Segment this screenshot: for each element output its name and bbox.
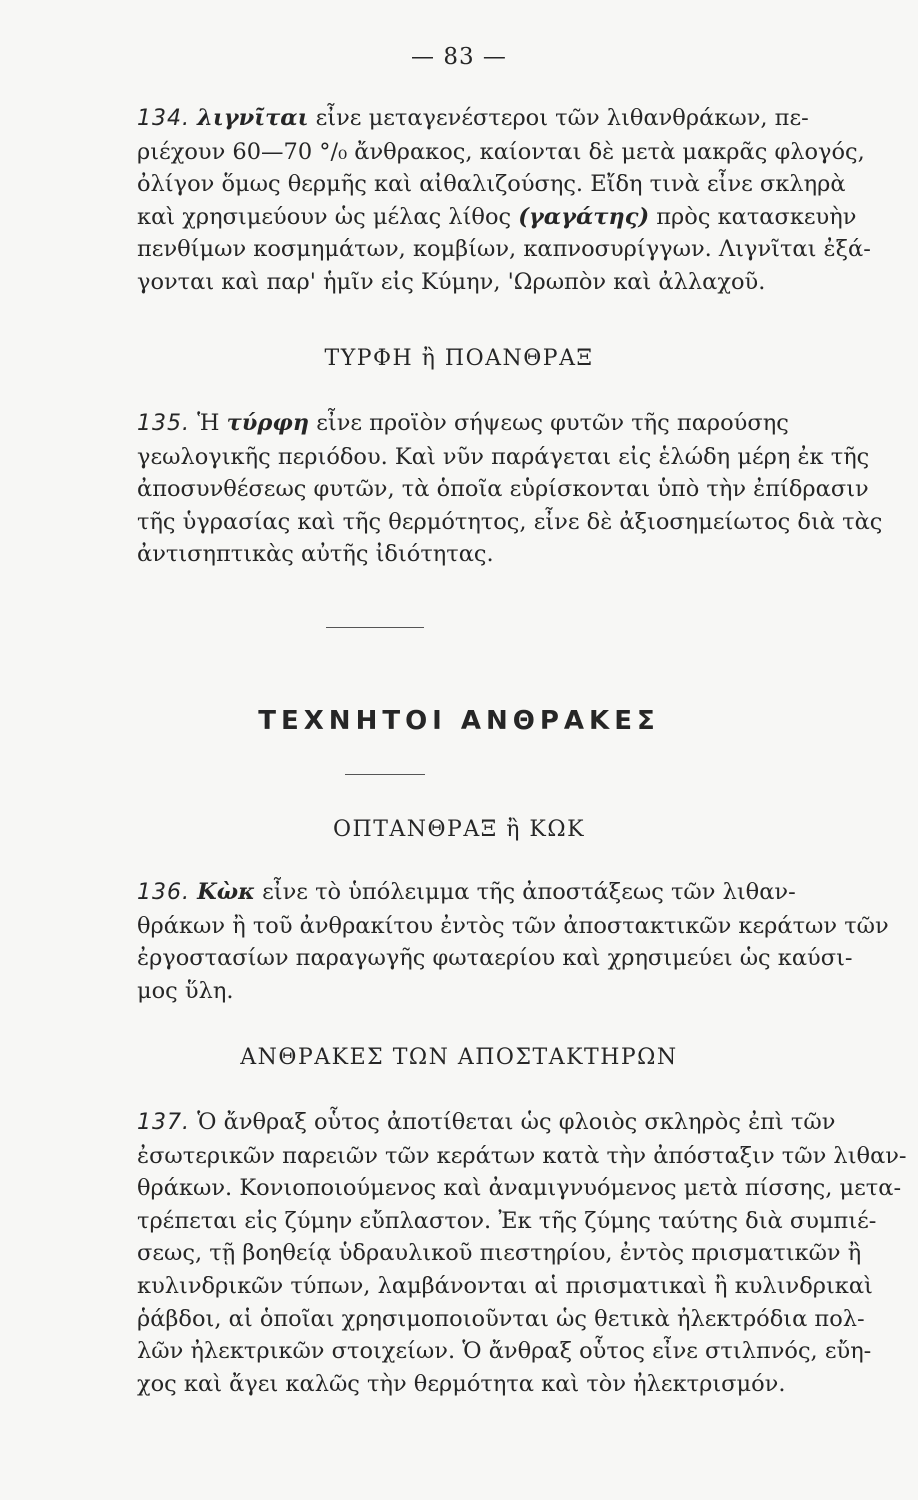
term-lignites: λιγνῖται — [197, 105, 309, 131]
paragraph-137: 137. Ὁ ἄνθραξ οὗτος ἀποτίθεται ὡς φλοιὸς σκληρὸς ἐπὶ τῶν ἐσωτερικῶν παρειῶν τῶν κεράτων κατὰ τὴν ἀπόσταξιν τῶν λιθαν- θράκων. Κονιοποιούμενος καὶ ἀναμιγνυόμενος μετὰ πίσσης, μετα- τρέπεται εἰς ζύμην εὔπλαστον. Ἐκ τῆς ζύμης ταύτης διὰ συμπιέ- σεως, τῇ βοηθείᾳ ὑδραυλικοῦ πιεστηρίου, ἐντὸς πρισματικῶν ἢ κυλινδρικῶν τύπων, λαμβάνονται αἱ πρισματικαὶ ἢ κυλινδρικαὶ ῥάβδοι, αἱ ὁποῖαι χρησιμοποιοῦνται ὡς θετικὰ ἠλεκτρόδια πολ- λῶν ἠλεκτρικῶν στοιχείων. Ὁ ἄνθραξ οὗτος εἶνε στιλπνός, εὔη- χος καὶ ἄγει καλῶς τὴν θερμότητα καὶ τὸν ἠλεκτρισμόν. — [137, 1109, 907, 1397]
term-peat: τύρφη — [226, 410, 310, 436]
paragraph-136: 136. Κὼκ εἶνε τὸ ὑπόλειμμα τῆς ἀποστάξεως τῶν λιθαν- θράκων ἢ τοῦ ἀνθρακίτου ἐντὸς τῶν ἀποστακτικῶν κεράτων τῶν ἐργοστασίων παραγωγῆς φωταερίου καὶ χρησιμεύει ὡς καύσι- μος ὕλη. — [137, 879, 889, 1004]
page-number: — 83 — — [411, 44, 507, 70]
section-number: 136. — [137, 880, 190, 905]
section-number: 137. — [137, 1110, 190, 1135]
heading-retort-carbon: ΑΝΘΡΑΚΕΣ ΤΩΝ ΑΠΟΣΤΑΚΤΗΡΩΝ — [240, 1045, 678, 1070]
paragraph-135: 135. Ἡ τύρφη εἶνε προϊὸν σήψεως φυτῶν τῆς παρούσης γεωλογικῆς περιόδου. Καὶ νῦν παράγεται εἰς ἑλώδη μέρη ἐκ τῆς ἀποσυνθέσεως φυτῶν, τὰ ὁποῖα εὑρίσκονται ὑπὸ τὴν ἐπίδρασιν τῆς ὑγρασίας καὶ τῆς θερμότητος, εἶνε δὲ ἀξιοσημείωτος διὰ τὰς ἀντισηπτικὰς αὐτῆς ἰδιότητας. — [137, 410, 883, 568]
divider-rule — [345, 774, 425, 775]
chapter-title: ΤΕΧΝΗΤΟΙ ΑΝΘΡΑΚΕΣ — [258, 706, 660, 736]
heading-peat: ΤΥΡΦΗ ἢ ΠΟΑΝΘΡΑΞ — [324, 346, 594, 371]
term-jet: (γαγάτης) — [518, 203, 650, 230]
heading-coke: ΟΠΤΑΝΘΡΑΞ ἢ ΚΩΚ — [332, 817, 586, 842]
section-number: 135. — [137, 411, 190, 436]
divider-rule — [326, 627, 424, 628]
term-coke: Κὼκ — [197, 879, 255, 905]
paragraph-134: 134. λιγνῖται εἶνε μεταγενέστεροι τῶν λιθανθράκων, πε- ριέχουν 60—70 °/₀ ἄνθρακος, καίονται δὲ μετὰ μακρᾶς φλογός, ὀλίγον ὅμως θερμῆς καὶ αἰθαλιζούσης. Εἴδη τινὰ εἶνε σκληρὰ καὶ χρησιμεύουν ὡς μέλας λίθος (γαγάτης) πρὸς κατασκευὴν πενθίμων κοσμημάτων, κομβίων, καπνοσυρίγγων. Λιγνῖται ἐξά- γονται καὶ παρ' ἡμῖν εἰς Κύμην, 'Ωρωπὸν καὶ ἀλλαχοῦ. — [137, 105, 871, 295]
section-number: 134. — [137, 106, 190, 131]
